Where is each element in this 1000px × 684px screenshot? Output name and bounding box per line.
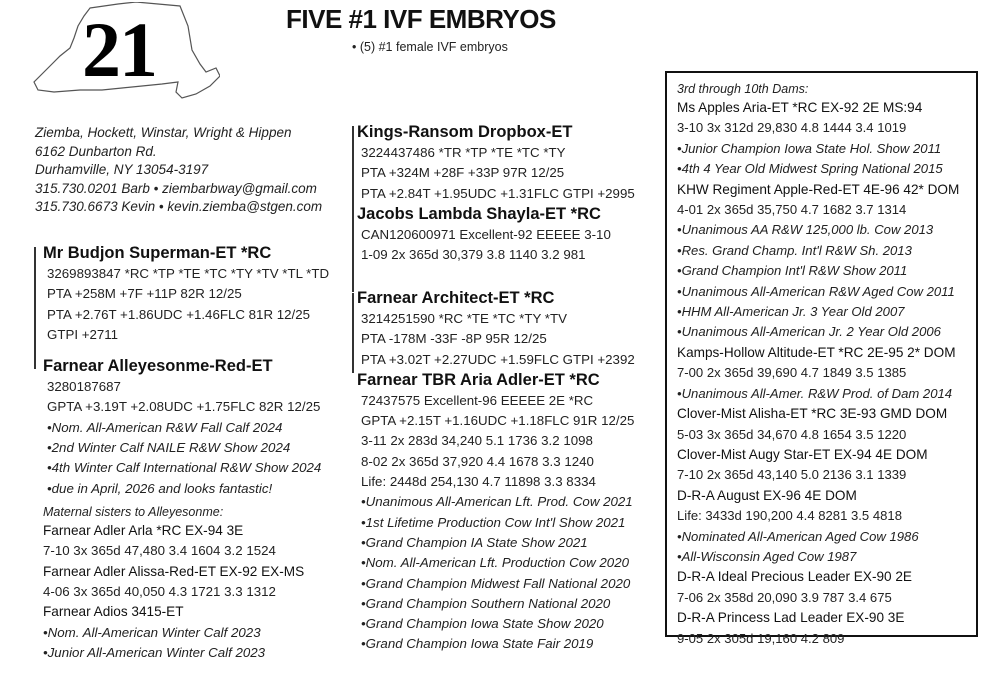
- sister-honor: •Junior All-American Winter Calf 2023: [43, 645, 266, 661]
- page-subtitle: • (5) #1 female IVF embryos: [352, 40, 508, 54]
- dam-honor: •Unanimous AA R&W 125,000 lb. Cow 2013: [677, 222, 934, 238]
- sire-of-granddam-column: [357, 288, 657, 655]
- page-title: FIVE #1 IVF EMBRYOS: [286, 4, 556, 34]
- dam-record: 9-05 2x 305d 19,160 4.2 809: [677, 630, 845, 646]
- sister-honor: •Nom. All-American Winter Calf 2023: [43, 624, 261, 640]
- dam-record: 4-01 2x 365d 35,750 4.7 1682 3.7 1314: [677, 202, 907, 218]
- great-granddam-line: 8-02 2x 365d 37,920 4.4 1678 3.3 1240: [361, 453, 594, 469]
- dam-name: Clover-Mist Alisha-ET *RC 3E-93 GMD DOM: [677, 406, 948, 422]
- sire-name: Mr Budjon Superman-ET *RC: [43, 244, 272, 262]
- sire-of-dam-line: 3224437486 *TR *TP *TE *TC *TY: [361, 145, 566, 160]
- dam-honor: •Nominated All-American Aged Cow 1986: [677, 528, 919, 544]
- great-granddam-honor: •Grand Champion Southern National 2020: [361, 595, 611, 611]
- dam-honor: •4th 4 Year Old Midwest Spring National 2015: [677, 161, 943, 177]
- sister-record: 4-06 3x 365d 40,050 4.3 1721 3.3 1312: [43, 584, 276, 600]
- dam-name: Kamps-Hollow Altitude-ET *RC 2E-95 2* DOM: [677, 344, 956, 360]
- dam-honor: •4th Winter Calf International R&W Show 2024: [47, 460, 322, 476]
- dam-name: Clover-Mist Augy Star-ET EX-94 4E DOM: [677, 446, 928, 462]
- sire-and-dam-column: [43, 243, 343, 663]
- great-granddam-line: Life: 2448d 254,130 4.7 11898 3.3 8334: [361, 474, 596, 490]
- dams-box: [665, 71, 978, 646]
- sire-of-granddam-name: Farnear Architect-ET *RC: [357, 289, 555, 307]
- dam-name: D-R-A Princess Lad Leader EX-90 3E: [677, 610, 905, 626]
- consignor-phone-kevin: 315.730.6673 Kevin • kevin.ziemba@stgen.com: [35, 199, 323, 214]
- dam-honor: •Junior Champion Iowa State Hol. Show 2011: [677, 140, 942, 156]
- dam-record: Life: 3433d 190,200 4.4 8281 3.5 4818: [677, 508, 902, 524]
- sire-of-dam-name: Kings-Ransom Dropbox-ET: [357, 123, 573, 141]
- sire-line: PTA +258M +7F +11P 82R 12/25: [47, 286, 242, 302]
- dam-name: Ms Apples Aria-ET *RC EX-92 2E MS:94: [677, 100, 923, 115]
- dam-honor: •Nom. All-American R&W Fall Calf 2024: [47, 419, 283, 435]
- great-granddam-name: Farnear TBR Aria Adler-ET *RC: [357, 370, 600, 389]
- great-granddam-honor: •1st Lifetime Production Cow Int'l Show 2021: [361, 514, 626, 530]
- dam-name: Farnear Alleyesonme-Red-ET: [43, 357, 273, 376]
- granddam-line: 1-09 2x 365d 30,379 3.8 1140 3.2 981: [361, 247, 586, 263]
- dam-line: 3280187687: [47, 379, 121, 395]
- dam-record: 7-10 2x 365d 43,140 5.0 2136 3.1 1339: [677, 467, 907, 483]
- dam-honor: •Unanimous All-American Jr. 2 Year Old 2006: [677, 324, 941, 340]
- dam-record: 7-06 2x 358d 20,090 3.9 787 3.4 675: [677, 589, 892, 605]
- dam-record: 7-00 2x 365d 39,690 4.7 1849 3.5 1385: [677, 365, 907, 381]
- dams-box-header: 3rd through 10th Dams:: [677, 82, 809, 96]
- dam-honor: •Res. Grand Champ. Int'l R&W Sh. 2013: [677, 242, 912, 258]
- dam-honor: •Unanimous All-American R&W Aged Cow 2011: [677, 283, 955, 299]
- consignor-names: Ziemba, Hockett, Winstar, Wright & Hippen: [35, 125, 292, 140]
- sire-of-granddam-line: 3214251590 *RC *TE *TC *TY *TV: [361, 311, 567, 326]
- sire-of-dam-column: [357, 122, 657, 265]
- sister-name: Farnear Adler Alissa-Red-ET EX-92 EX-MS: [43, 563, 305, 579]
- sire-line: PTA +2.76T +1.86UDC +1.46FLC 81R 12/25: [47, 306, 311, 322]
- dam-name: KHW Regiment Apple-Red-ET 4E-96 42* DOM: [677, 181, 960, 197]
- dam-honor: •2nd Winter Calf NAILE R&W Show 2024: [47, 440, 291, 456]
- dam-record: 5-03 3x 365d 34,670 4.8 1654 3.5 1220: [677, 426, 907, 442]
- dam-record: 3-10 3x 312d 29,830 4.8 1444 3.4 1019: [677, 120, 907, 136]
- consignor-city: Durhamville, NY 13054-3197: [35, 162, 209, 177]
- sister-record: 7-10 3x 365d 47,480 3.4 1604 3.2 1524: [43, 543, 276, 559]
- great-granddam-line: 3-11 2x 283d 34,240 5.1 1736 3.2 1098: [361, 433, 593, 449]
- dam-honor: •due in April, 2026 and looks fantastic!: [47, 480, 273, 496]
- sire-of-dam-line: PTA +2.84T +1.95UDC +1.31FLC GTPI +2995: [361, 185, 635, 201]
- lot-number: 21: [82, 6, 156, 93]
- sister-name: Farnear Adios 3415-ET: [43, 604, 184, 620]
- great-granddam-honor: •Unanimous All-American Lft. Prod. Cow 2021: [361, 494, 633, 510]
- dam-honor: •Grand Champion Int'l R&W Show 2011: [677, 263, 908, 279]
- dams-box-rows: [677, 98, 959, 649]
- great-granddam-line: 72437575 Excellent-96 EEEEE 2E *RC: [361, 392, 594, 408]
- great-granddam-line: GPTA +2.15T +1.16UDC +1.18FLC 91R 12/25: [361, 413, 635, 429]
- sire-of-dam-line: PTA +324M +28F +33P 97R 12/25: [361, 165, 565, 181]
- great-granddam-honor: •Grand Champion Iowa State Fair 2019: [361, 636, 594, 652]
- granddam-line: CAN120600971 Excellent-92 EEEEE 3-10: [361, 226, 611, 242]
- great-granddam-honor: •Nom. All-American Lft. Production Cow 2020: [361, 555, 629, 571]
- dam-name: D-R-A August EX-96 4E DOM: [677, 487, 857, 503]
- sire-line: 3269893847 *RC *TP *TE *TC *TY *TV *TL *TD: [47, 266, 330, 281]
- great-granddam-honor: •Grand Champion Midwest Fall National 2020: [361, 575, 631, 591]
- consignor-block: [35, 124, 335, 217]
- dam-line: GPTA +3.19T +2.08UDC +1.75FLC 82R 12/25: [47, 399, 321, 415]
- consignor-street: 6162 Dunbarton Rd.: [35, 143, 157, 159]
- sire-of-granddam-line: PTA -178M -33F -8P 95R 12/25: [361, 331, 547, 347]
- pedigree-bracket-sire-of-granddam: [352, 293, 354, 373]
- sire-line: GTPI +2711: [47, 326, 119, 342]
- maternal-sisters-header: Maternal sisters to Alleyesonme:: [43, 504, 224, 519]
- great-granddam-honor: •Grand Champion IA State Show 2021: [361, 534, 588, 550]
- dam-honor: •All-Wisconsin Aged Cow 1987: [677, 548, 857, 564]
- dam-name: D-R-A Ideal Precious Leader EX-90 2E: [677, 569, 912, 585]
- pedigree-bracket-sire: [34, 247, 36, 369]
- sister-name: Farnear Adler Arla *RC EX-94 3E: [43, 522, 244, 538]
- granddam-name: Jacobs Lambda Shayla-ET *RC: [357, 204, 601, 223]
- sire-of-granddam-line: PTA +3.02T +2.27UDC +1.59FLC GTPI +2392: [361, 351, 635, 367]
- consignor-phone-barb: 315.730.0201 Barb • ziembarbway@gmail.com: [35, 180, 317, 196]
- pedigree-bracket-sire-of-dam: [352, 126, 354, 292]
- dam-honor: •Unanimous All-Amer. R&W Prod. of Dam 2014: [677, 385, 953, 401]
- dam-honor: •HHM All-American Jr. 3 Year Old 2007: [677, 304, 905, 320]
- great-granddam-honor: •Grand Champion Iowa State Show 2020: [361, 616, 604, 632]
